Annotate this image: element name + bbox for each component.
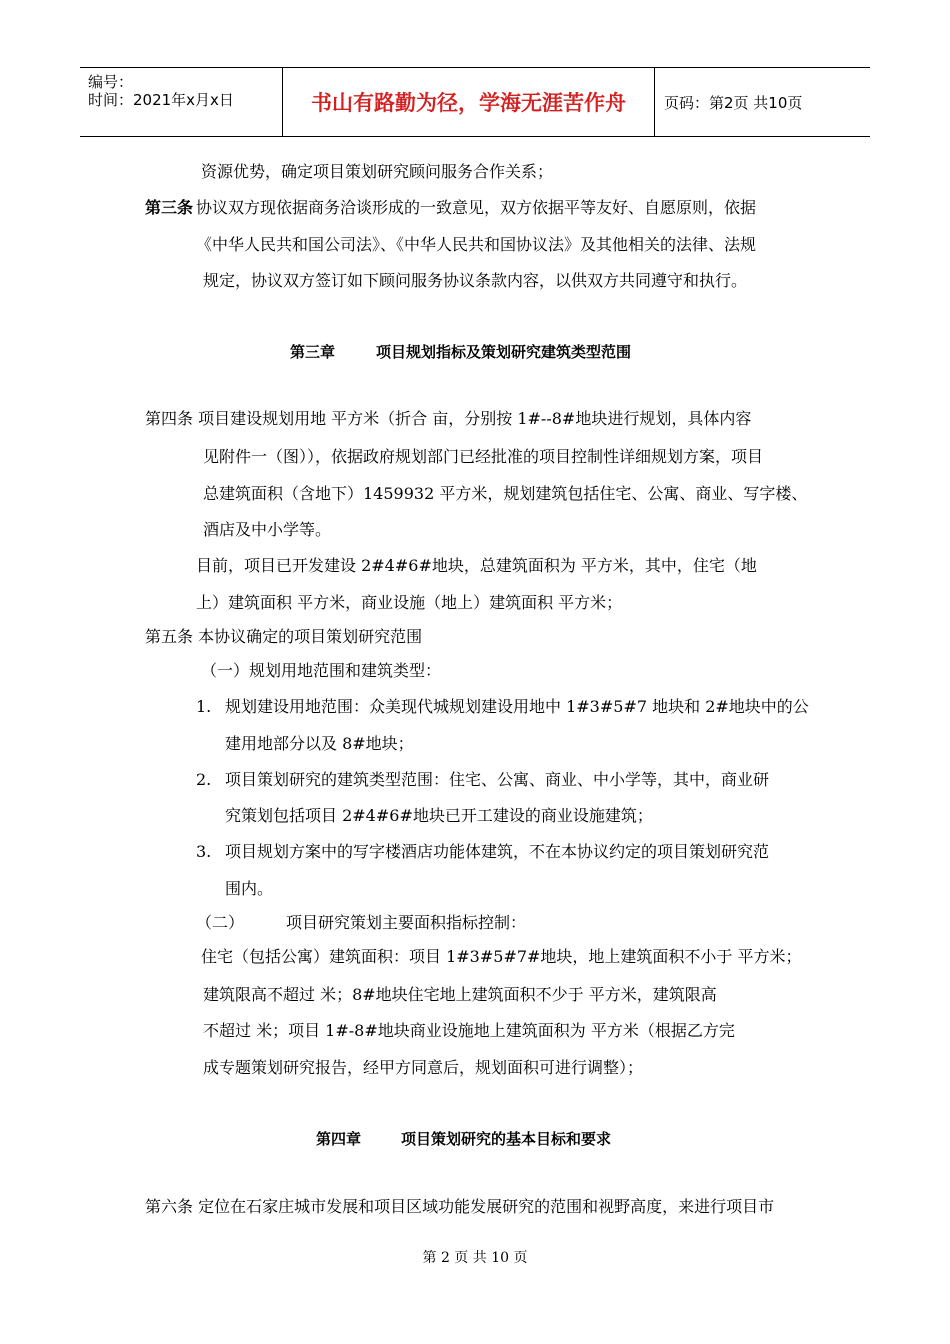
article-3-number: 第三条 bbox=[145, 198, 194, 217]
page-footer: 第 2 页 共 10 页 bbox=[422, 1250, 528, 1266]
article-3-line: 《中华人民共和国公司法》、《中华人民共和国协议法》及其他相关的法律、法规 bbox=[196, 235, 757, 254]
chapter-4-number: 第四章 bbox=[316, 1130, 362, 1148]
list-item-number: 1. bbox=[196, 697, 212, 716]
paragraph-line: 住宅（包括公寓）建筑面积：项目 1#3#5#7#地块，地上建筑面积不小于 平方米； bbox=[201, 947, 802, 966]
article-4-line: 总建筑面积（含地下）1459932 平方米，规划建筑包括住宅、公寓、商业、写字楼、 bbox=[203, 484, 808, 503]
header-motto: 书山有路勤为径，学海无涯苦作舟 bbox=[282, 68, 655, 136]
page-header bbox=[80, 67, 870, 137]
article-6-line: 第六条 定位在石家庄城市发展和项目区域功能发展研究的范围和视野高度，来进行项目市 bbox=[145, 1197, 775, 1216]
chapter-3-title: 项目规划指标及策划研究建筑类型范围 bbox=[376, 343, 632, 361]
article-4-line: 酒店及中小学等。 bbox=[203, 520, 332, 539]
chapter-3-number: 第三章 bbox=[290, 343, 336, 361]
article-4-line: 第四条 项目建设规划用地 平方米（折合 亩，分别按 1#--8#地块进行规划，具体内容 bbox=[145, 409, 752, 428]
article-4-line: 见附件一（图）），依据政府规划部门已经批准的项目控制性详细规划方案，项目 bbox=[203, 447, 764, 466]
section-1-title: （一）规划用地范围和建筑类型： bbox=[201, 661, 442, 680]
list-item-line: 究策划包括项目 2#4#6#地块已开工建设的商业设施建筑； bbox=[225, 806, 653, 825]
header-meta bbox=[80, 68, 282, 136]
number-label: 编号： bbox=[88, 73, 134, 91]
article-3-line: 规定，协议双方签订如下顾问服务协议条款内容，以供双方共同遵守和执行。 bbox=[203, 271, 748, 290]
list-item-line: 项目策划研究的建筑类型范围：住宅、公寓、商业、中小学等，其中，商业研 bbox=[225, 770, 770, 789]
section-2-number: （二） bbox=[196, 913, 245, 932]
list-item-number: 3. bbox=[196, 842, 212, 861]
article-4-line: 上）建筑面积 平方米，商业设施（地上）建筑面积 平方米； bbox=[196, 593, 623, 612]
list-item-line: 项目规划方案中的写字楼酒店功能体建筑，不在本协议约定的项目策划研究范 bbox=[225, 842, 770, 861]
paragraph-line: 不超过 米；项目 1#-8#地块商业设施地上建筑面积为 平方米（根据乙方完 bbox=[203, 1021, 735, 1040]
text-line: 资源优势，确定项目策划研究顾问服务合作关系； bbox=[201, 162, 554, 181]
paragraph-line: 成专题策划研究报告，经甲方同意后，规划面积可进行调整）； bbox=[203, 1058, 644, 1077]
article-3-line: 协议双方现依据商务洽谈形成的一致意见，双方依据平等友好、自愿原则，依据 bbox=[196, 198, 757, 217]
article-4-line: 目前，项目已开发建设 2#4#6#地块，总建筑面积为 平方米，其中，住宅（地 bbox=[196, 556, 757, 575]
paragraph-line: 建筑限高不超过 米；8#地块住宅地上建筑面积不少于 平方米，建筑限高 bbox=[203, 985, 717, 1004]
time-label: 时间：2021年x月x日 bbox=[88, 91, 234, 109]
list-item-line: 规划建设用地范围：众美现代城规划建设用地中 1#3#5#7 地块和 2#地块中的公 bbox=[225, 697, 809, 716]
chapter-4-title: 项目策划研究的基本目标和要求 bbox=[401, 1130, 612, 1148]
section-2-title: 项目研究策划主要面积指标控制： bbox=[286, 913, 527, 932]
list-item-line: 建用地部分以及 8#地块； bbox=[225, 734, 414, 753]
header-page-info: 页码：第2页 共10页 bbox=[664, 93, 803, 112]
list-item-line: 围内。 bbox=[225, 879, 274, 898]
article-5-line: 第五条 本协议确定的项目策划研究范围 bbox=[145, 627, 423, 646]
list-item-number: 2. bbox=[196, 770, 212, 789]
